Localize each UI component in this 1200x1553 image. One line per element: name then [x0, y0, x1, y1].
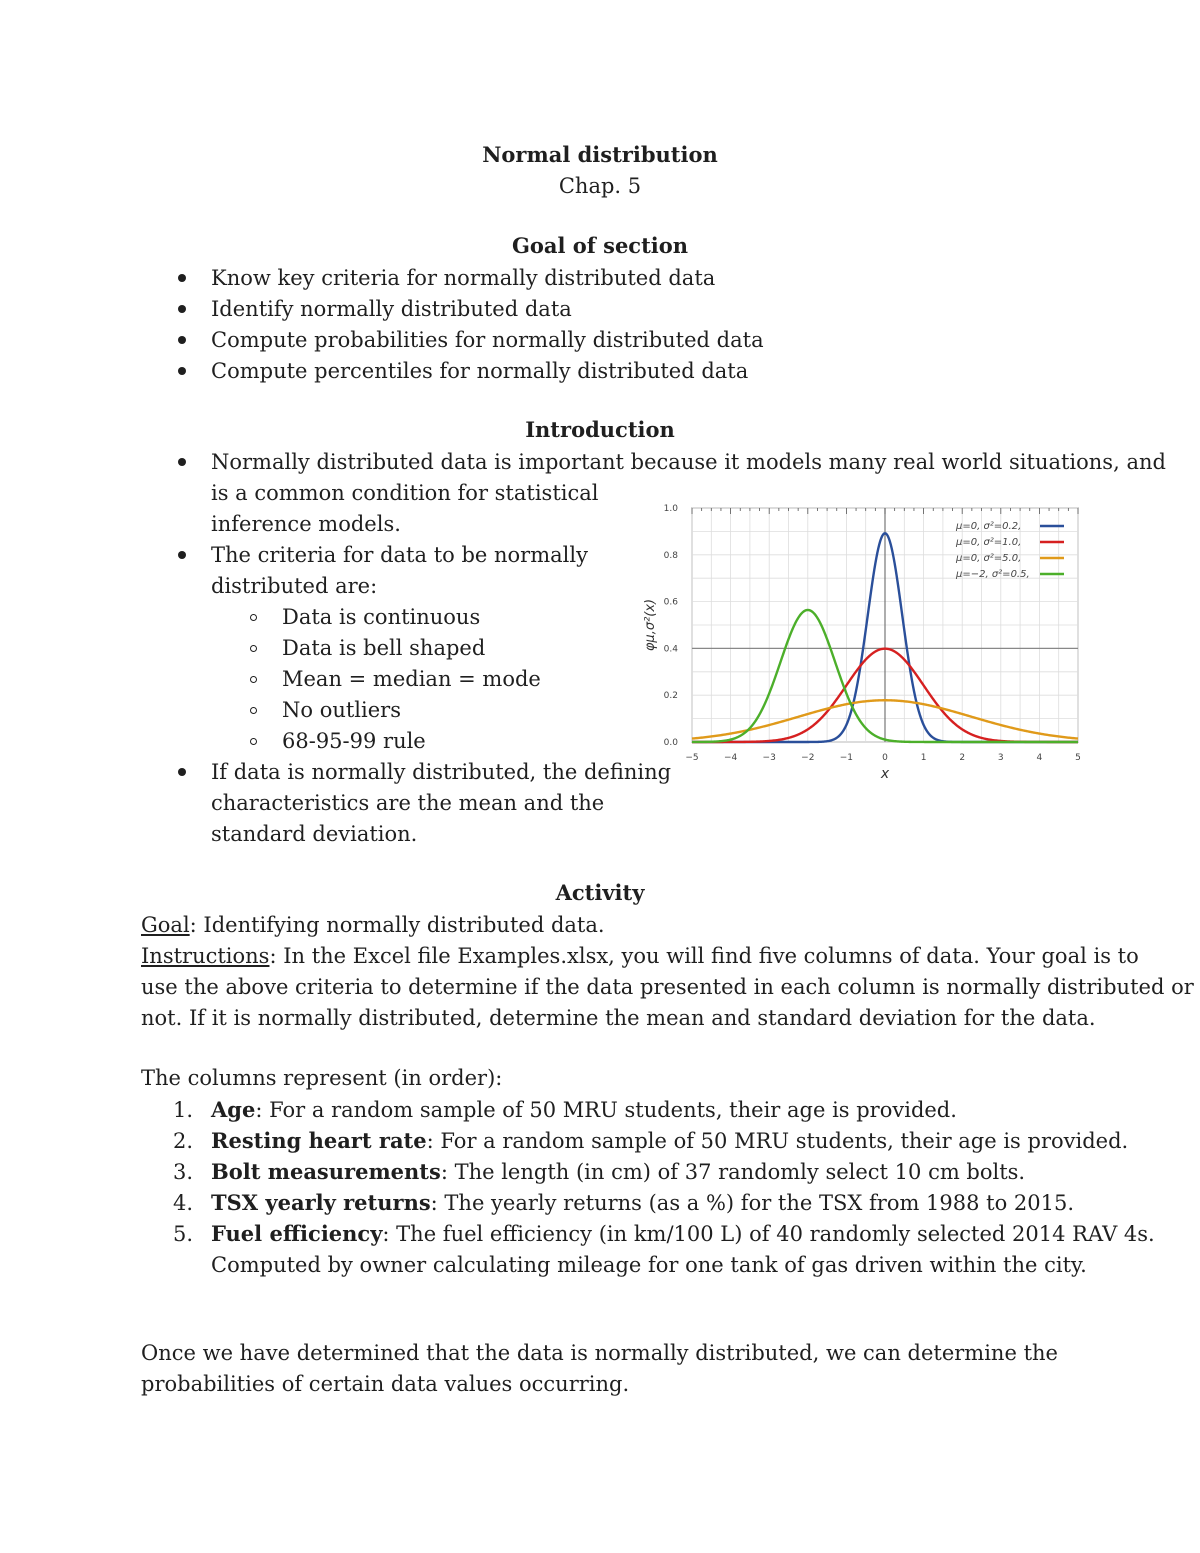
chapter-label: Chap. 5	[558, 174, 642, 198]
list-desc: : For a random sample of 50 MRU students, their age is provided.	[426, 1129, 1129, 1153]
bullet-icon	[178, 458, 186, 466]
criteria-item: No outliers	[282, 698, 401, 722]
list-term: Bolt measurements	[211, 1159, 441, 1184]
sub-bullet-icon	[250, 738, 257, 745]
goal-label: Goal	[141, 913, 190, 937]
instructions-line	[141, 942, 1139, 970]
sub-bullet-icon	[250, 707, 257, 714]
criteria-item: 68-95-99 rule	[282, 729, 426, 753]
bullet-icon	[178, 336, 186, 344]
legend-label: μ=0, σ²=5.0,	[956, 553, 1022, 564]
instructions-label: Instructions	[141, 944, 270, 968]
bullet-icon	[178, 274, 186, 282]
list-desc: Computed by owner calculating mileage for one tank of gas driven within the city.	[211, 1253, 1087, 1277]
x-tick-label: 5	[1075, 753, 1081, 763]
list-item	[211, 1220, 1155, 1248]
y-axis-label: φμ,σ²(x)	[643, 598, 658, 652]
activity-goal-line	[141, 911, 605, 939]
list-desc: : The length (in cm) of 37 randomly select 10 cm bolts.	[440, 1160, 1026, 1184]
y-tick-label: 0.4	[663, 644, 678, 655]
intro-text: inference models.	[211, 512, 401, 536]
sub-bullet-icon	[250, 676, 257, 683]
x-tick-label: 0	[882, 753, 888, 763]
x-tick-label: −2	[801, 753, 815, 763]
intro-text: standard deviation.	[211, 822, 418, 846]
intro-text: characteristics are the mean and the	[211, 791, 605, 815]
y-tick-label: 0.6	[663, 597, 678, 608]
list-number: 4.	[172, 1191, 193, 1215]
list-item	[211, 1127, 1128, 1155]
x-tick-label: 3	[997, 753, 1004, 763]
goal-item: Know key criteria for normally distributed data	[211, 266, 716, 290]
list-desc: : For a random sample of 50 MRU students, their age is provided.	[255, 1098, 957, 1122]
instructions-text: : In the Excel file Examples.xlsx, you will find five columns of data. Your goal is to	[269, 944, 1139, 968]
y-tick-label: 1.0	[663, 504, 678, 514]
goal-item: Compute percentiles for normally distributed data	[211, 359, 749, 383]
x-tick-label: −5	[685, 753, 699, 763]
list-term: Fuel efficiency	[211, 1221, 383, 1246]
normal-distribution-chart	[640, 498, 1085, 786]
bullet-icon	[178, 367, 186, 375]
closing-text: probabilities of certain data values occurring.	[141, 1372, 630, 1396]
introduction-heading: Introduction	[525, 417, 675, 442]
goal-text: : Identifying normally distributed data.	[189, 913, 605, 937]
instructions-text: not. If it is normally distributed, determine the mean and standard deviation for the data.	[141, 1006, 1096, 1030]
criteria-item: Data is continuous	[282, 605, 481, 629]
legend-label: μ=0, σ²=1.0,	[956, 537, 1022, 548]
instructions-text: use the above criteria to determine if the data presented in each column is normally distributed or	[141, 975, 1194, 999]
closing-text: Once we have determined that the data is normally distributed, we can determine the	[141, 1341, 1058, 1365]
list-number: 5.	[172, 1222, 193, 1246]
criteria-item: Mean = median = mode	[282, 667, 541, 691]
intro-text: If data is normally distributed, the defining	[211, 760, 672, 784]
page-title: Normal distribution	[482, 142, 718, 167]
list-term: TSX yearly returns	[211, 1190, 431, 1215]
sub-bullet-icon	[250, 645, 257, 652]
x-tick-label: 2	[959, 753, 966, 763]
bullet-icon	[178, 768, 186, 776]
bullet-icon	[178, 305, 186, 313]
list-item	[211, 1096, 957, 1124]
x-tick-label: −1	[839, 753, 854, 763]
list-desc: : The fuel efficiency (in km/100 L) of 40 randomly selected 2014 RAV 4s.	[382, 1222, 1155, 1246]
list-number: 1.	[172, 1098, 193, 1122]
activity-heading: Activity	[555, 880, 645, 905]
criteria-item: Data is bell shaped	[282, 636, 486, 660]
legend-label: μ=0, σ²=0.2,	[956, 521, 1022, 532]
intro-text: Normally distributed data is important because it models many real world situations, and	[211, 450, 1166, 474]
columns-intro: The columns represent (in order):	[141, 1066, 503, 1090]
list-item	[211, 1158, 1025, 1186]
x-tick-label: 1	[920, 753, 927, 763]
x-tick-label: −3	[762, 753, 776, 763]
list-number: 3.	[172, 1160, 193, 1184]
y-tick-label: 0.2	[663, 691, 678, 702]
y-tick-label: 0.0	[663, 738, 678, 748]
goal-item: Compute probabilities for normally distributed data	[211, 328, 764, 352]
list-item	[211, 1189, 1074, 1217]
x-tick-label: −4	[723, 753, 738, 763]
intro-text: is a common condition for statistical	[211, 481, 599, 505]
y-tick-label: 0.8	[663, 550, 678, 561]
x-tick-label: 4	[1036, 753, 1043, 763]
sub-bullet-icon	[250, 614, 257, 621]
goal-item: Identify normally distributed data	[211, 297, 572, 321]
bullet-icon	[178, 551, 186, 559]
list-number: 2.	[172, 1129, 193, 1153]
list-desc: : The yearly returns (as a %) for the TSX from 1988 to 2015.	[430, 1191, 1075, 1215]
goal-heading: Goal of section	[511, 233, 689, 258]
intro-text: distributed are:	[211, 574, 378, 598]
x-axis-label: x	[880, 766, 890, 782]
legend-label: μ=−2, σ²=0.5,	[956, 569, 1030, 580]
list-term: Age	[211, 1097, 256, 1122]
list-term: Resting heart rate	[211, 1128, 427, 1153]
intro-text: The criteria for data to be normally	[211, 543, 588, 567]
